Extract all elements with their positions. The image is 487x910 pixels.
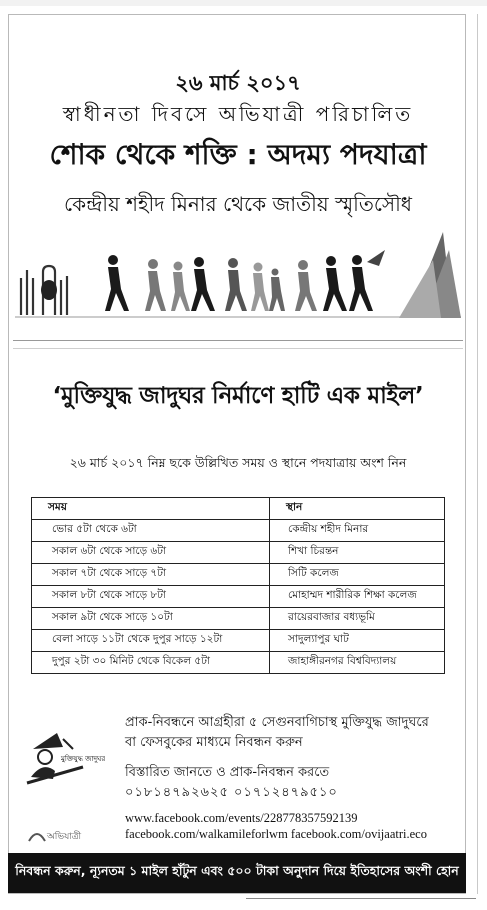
column-divider: [477, 14, 478, 894]
table-row: [32, 630, 445, 652]
table-row: [32, 586, 445, 608]
table-header-row: [32, 498, 445, 520]
museum-logo-text: মুক্তিযুদ্ধ জাদুঘর: [61, 755, 105, 763]
event-date: ২৬ মার্চ ২০১৭: [175, 71, 301, 95]
route-line: কেন্দ্রীয় শহীদ মিনার থেকে জাতীয় স্মৃতিসৌধ: [63, 192, 413, 216]
footer-banner: নিবন্ধন করুন, ন্যূনতম ১ মাইল হাঁটুন এবং ৫০০ টাকা অনুদান দিয়ে ইতিহাসের অংশী হোন: [8, 853, 466, 893]
walker-figures: [105, 255, 373, 311]
schedule-table: [31, 497, 445, 674]
organizer-line: স্বাধীনতা দিবসে অভিযাত্রী পরিচালিত: [62, 102, 414, 126]
time-cell: ভোর ৫টা থেকে ৬টা: [32, 520, 270, 542]
ovijatri-logo-text: অভিযাত্রী: [47, 832, 82, 842]
section-divider-thin: [13, 348, 463, 349]
place-cell: সাদুল্যাপুর ঘাট: [270, 630, 445, 652]
advertisement: [8, 14, 466, 894]
time-cell: বেলা সাড়ে ১১টা থেকে দুপুর সাড়ে ১২টা: [32, 630, 270, 652]
table-row: [32, 564, 445, 586]
event-title: শোক থেকে শক্তি : অদম্য পদযাত্রা: [49, 138, 427, 171]
time-cell: সকাল ৮টা থেকে সাড়ে ৮টা: [32, 586, 270, 608]
smritisoudho-icon: [399, 232, 461, 318]
time-cell: সকাল ৯টা থেকে সাড়ে ১০টা: [32, 608, 270, 630]
ovijatri-logo: [27, 823, 97, 847]
place-column-header: স্থান: [270, 498, 445, 520]
table-row: [32, 520, 445, 542]
top-edge: [0, 0, 487, 6]
campaign-slogan: ‘মুক্তিযুদ্ধ জাদুঘর নির্মাণে হাটি এক মাইল’: [52, 383, 424, 409]
place-cell: শিখা চিরন্তন: [270, 542, 445, 564]
walkers-illustration: [13, 220, 463, 338]
registration-line-1: প্রাক-নিবন্ধনে আগ্রহীরা ৫ সেগুনবাগিচাস্থ মুক্তিযুদ্ধ জাদুঘরে: [125, 715, 429, 730]
place-cell: জাহাঙ্গীরনগর বিশ্ববিদ্যালয়: [270, 652, 445, 674]
time-cell: সকাল ৬টা থেকে সাড়ে ৬টা: [32, 542, 270, 564]
phone-numbers: ০১৮১৪৭৯২৬২৫ ০১৭১২৪৭৯৫১০: [125, 785, 338, 800]
time-column-header: সময়: [32, 498, 270, 520]
table-row: [32, 542, 445, 564]
place-cell: সিটি কলেজ: [270, 564, 445, 586]
info-label: বিস্তারিত জানতে ও প্রাক-নিবন্ধন করতে: [125, 765, 330, 780]
table-row: [32, 608, 445, 630]
table-row: [32, 652, 445, 674]
place-cell: মোহাম্মদ শারীরিক শিক্ষা কলেজ: [270, 586, 445, 608]
time-cell: দুপুর ২টা ৩০ মিনিট থেকে বিকেল ৫টা: [32, 652, 270, 674]
place-cell: কেন্দ্রীয় শহীদ মিনার: [270, 520, 445, 542]
time-cell: সকাল ৭টা থেকে সাড়ে ৭টা: [32, 564, 270, 586]
registration-line-2: বা ফেসবুকের মাধ্যমে নিবন্ধন করুন: [125, 735, 303, 750]
registration-text: [125, 713, 463, 753]
schedule-intro: ২৬ মার্চ ২০১৭ নিম্ন ছকে উল্লিখিত সময় ও স্থানে পদযাত্রায় অংশ নিন: [69, 455, 407, 470]
facebook-page-links[interactable]: facebook.com/walkamileforlwm facebook.com/ovijaatri.eco: [125, 827, 427, 841]
flag-icon: [367, 250, 385, 266]
facebook-event-link[interactable]: www.facebook.com/events/228778357592139: [125, 811, 358, 825]
bottom-rule: [246, 898, 476, 899]
section-divider: [13, 340, 463, 341]
place-cell: রায়েরবাজার বধ্যভূমি: [270, 608, 445, 630]
liberation-war-museum-logo: [23, 727, 105, 789]
